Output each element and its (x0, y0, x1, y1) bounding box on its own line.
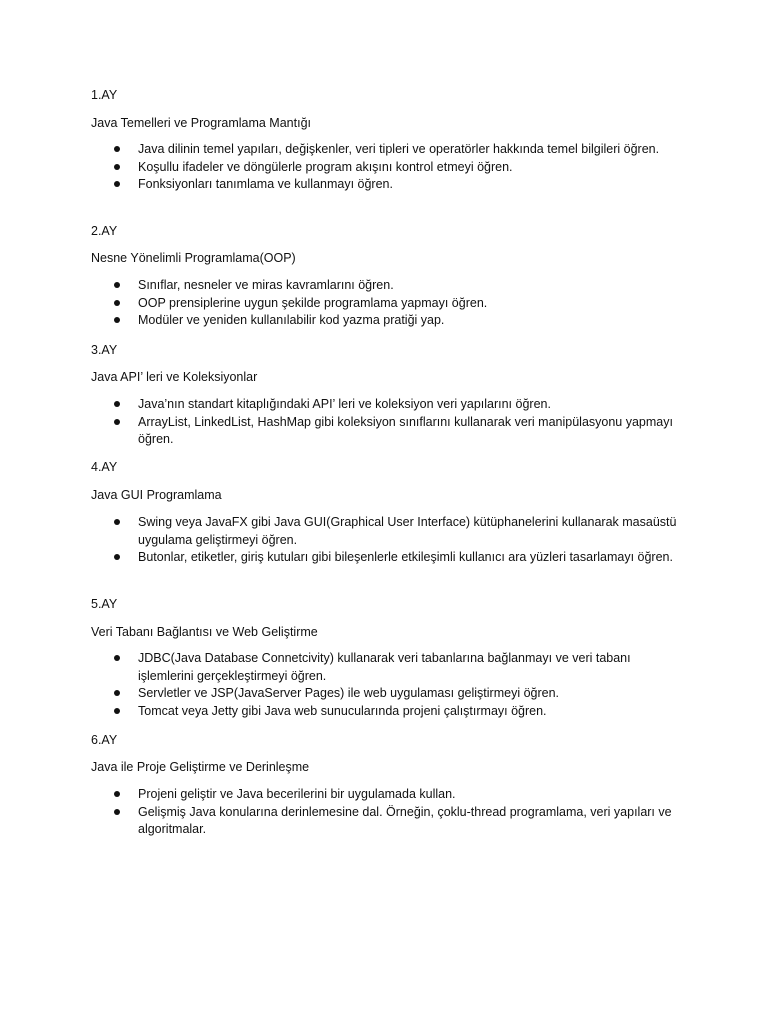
month-heading-5: 5.AY (91, 597, 118, 611)
list-item-text: Projeni geliştir ve Java becerilerini bir uygulamada kullan. (138, 787, 456, 801)
list-item (0, 176, 678, 194)
bullet-icon (114, 419, 120, 425)
bullet-list-6 (0, 786, 768, 839)
month-heading-6: 6.AY (91, 733, 118, 747)
list-item (0, 650, 678, 685)
list-item-text: OOP prensiplerine uygun şekilde programlama yapmayı öğren. (138, 295, 488, 310)
bullet-list-3 (0, 396, 768, 449)
bullet-icon (114, 300, 120, 306)
topic-title-2: Nesne Yönelimli Programlama(OOP) (91, 251, 296, 265)
bullet-icon (114, 791, 120, 797)
list-item-text: ArrayList, LinkedList, HashMap gibi koleksiyon sınıflarını kullanarak veri manipülasyonu yapmayı öğren. (138, 414, 673, 446)
month-heading-3: 3.AY (91, 343, 118, 357)
list-item (0, 277, 678, 295)
list-item (0, 295, 678, 313)
list-item (0, 159, 678, 177)
topic-title-1: Java Temelleri ve Programlama Mantığı (91, 116, 311, 130)
list-item-text: Sınıflar, nesneler ve miras kavramlarını öğren. (138, 278, 394, 292)
list-item (0, 804, 678, 839)
topic-title-4: Java GUI Programlama (91, 488, 222, 502)
bullet-icon (114, 690, 120, 696)
bullet-icon (114, 809, 120, 815)
bullet-icon (114, 181, 120, 187)
month-heading-4: 4.AY (91, 460, 118, 474)
topic-title-3: Java API’ leri ve Koleksiyonlar (91, 370, 258, 384)
bullet-icon (114, 146, 120, 152)
list-item-text: JDBC(Java Database Connetcivity) kullanarak veri tabanlarına bağlanmayı ve veri tabanı işlemlerini gerçekleştirmeyi öğren. (138, 651, 631, 683)
topic-title-6: Java ile Proje Geliştirme ve Derinleşme (91, 760, 310, 774)
list-item-text: Koşullu ifadeler ve döngülerle program akışını kontrol etmeyi öğren. (138, 159, 513, 174)
list-item (0, 786, 678, 804)
list-item (0, 141, 678, 159)
bullet-icon (114, 317, 120, 323)
bullet-icon (114, 708, 120, 714)
month-heading-1: 1.AY (91, 88, 118, 102)
list-item-text: Butonlar, etiketler, giriş kutuları gibi bileşenlerle etkileşimli kullanıcı ara yüzleri tasarlamayı öğren. (138, 550, 673, 564)
list-item-text: Gelişmiş Java konularına derinlemesine dal. Örneğin, çoklu-thread programlama, veri yapıları ve algoritmalar. (138, 804, 672, 836)
bullet-icon (114, 519, 120, 525)
bullet-icon (114, 164, 120, 170)
list-item-text: Fonksiyonları tanımlama ve kullanmayı öğren. (138, 177, 393, 191)
list-item-text: Tomcat veya Jetty gibi Java web sunucularında projeni çalıştırmayı öğren. (138, 703, 547, 718)
list-item (0, 396, 678, 414)
list-item-text: Servletler ve JSP(JavaServer Pages) ile web uygulaması geliştirmeyi öğren. (138, 686, 560, 700)
bullet-list-5 (0, 650, 768, 720)
bullet-icon (114, 401, 120, 407)
list-item (0, 312, 678, 330)
bullet-icon (114, 282, 120, 288)
bullet-icon (114, 655, 120, 661)
list-item (0, 549, 678, 567)
list-item-text: Modüler ve yeniden kullanılabilir kod yazma pratiği yap. (138, 313, 445, 327)
list-item-text: Java’nın standart kitaplığındaki API’ leri ve koleksiyon veri yapılarını öğren. (138, 397, 551, 411)
list-item (0, 703, 678, 721)
list-item (0, 514, 678, 549)
month-heading-2: 2.AY (91, 224, 118, 238)
bullet-icon (114, 554, 120, 560)
list-item-text: Swing veya JavaFX gibi Java GUI(Graphical User Interface) kütüphanelerini kullanarak masaüstü uygulama geliştirmeyi öğren. (138, 515, 677, 547)
topic-title-5: Veri Tabanı Bağlantısı ve Web Geliştirme (91, 625, 318, 639)
list-item (0, 685, 678, 703)
list-item-text: Java dilinin temel yapıları, değişkenler, veri tipleri ve operatörler hakkında temel bilgileri öğren. (138, 142, 660, 156)
bullet-list-2 (0, 277, 768, 330)
bullet-list-4 (0, 514, 768, 567)
bullet-list-1 (0, 141, 768, 194)
list-item (0, 414, 678, 449)
